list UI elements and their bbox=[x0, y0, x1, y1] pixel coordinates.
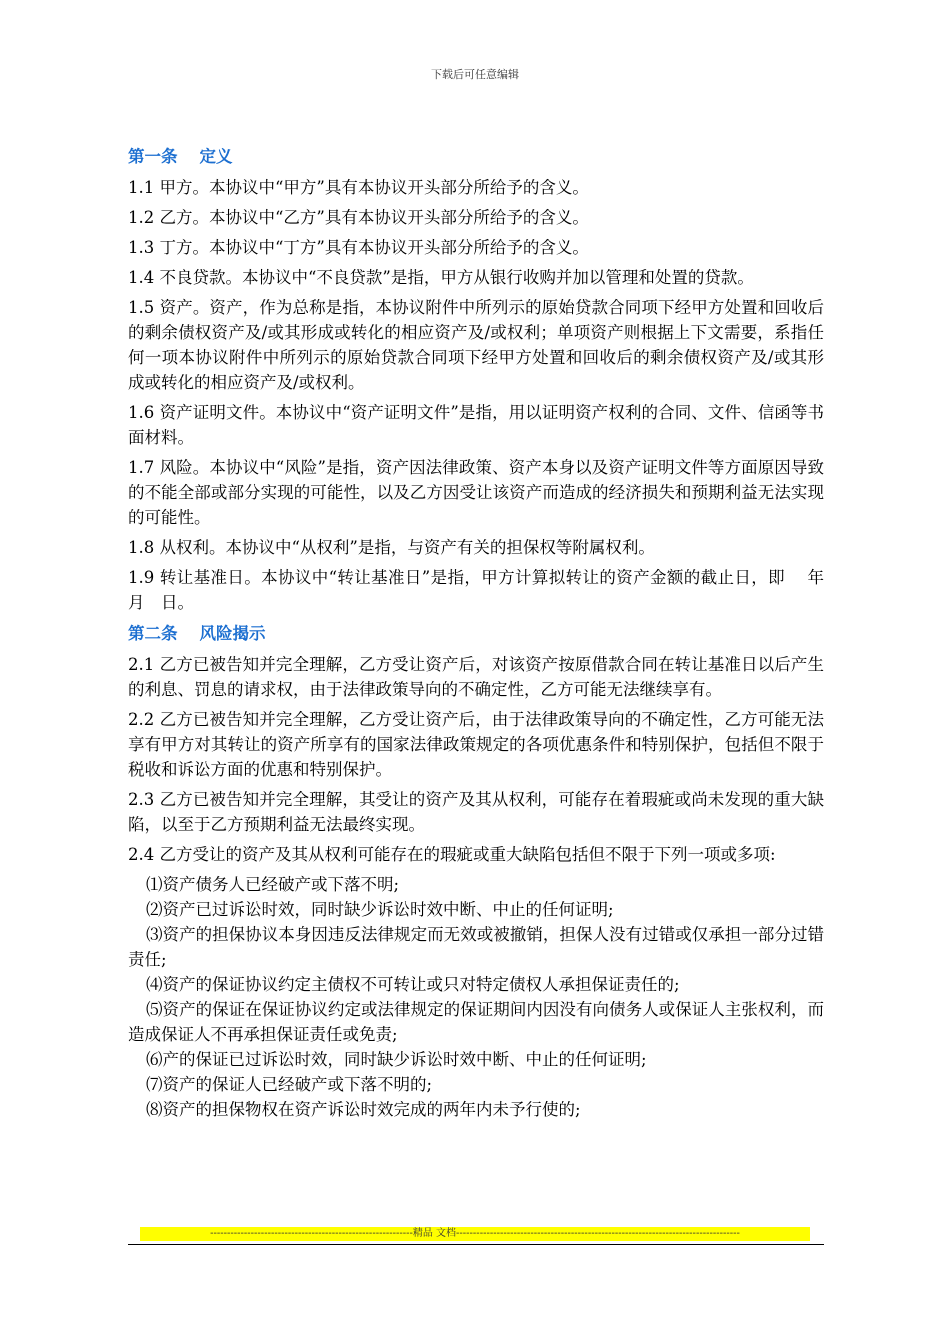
paragraph-1-7: 1.7 风险。本协议中“风险”是指，资产因法律政策、资产本身以及资产证明文件等方面原因导致的不能全部或部分实现的可能性，以及乙方因受让该资产而造成的经济损失和预期利益无法实现的可能性。 bbox=[128, 458, 824, 527]
paragraph-1-4: 1.4 不良贷款。本协议中“不良贷款”是指，甲方从银行收购并加以管理和处置的贷款。 bbox=[128, 268, 754, 287]
list-item: ⑺资产的保证人已经破产或下落不明的; bbox=[146, 1075, 433, 1094]
footer-watermark: ------------------------------------------------------------精品 文档------------------------------------------------------------------------------------ bbox=[140, 1227, 810, 1241]
list-item: ⑵资产已过诉讼时效，同时缺少诉讼时效中断、中止的任何证明; bbox=[146, 900, 614, 919]
section-number: 第一条 bbox=[128, 147, 178, 166]
list-item: ⑷资产的保证协议约定主债权不可转让或只对特定债权人承担保证责任的; bbox=[146, 975, 680, 994]
paragraph-1-5: 1.5 资产。资产，作为总称是指，本协议附件中所列示的原始贷款合同项下经甲方处置和回收后的剩余债权资产及/或其形成或转化的相应资产及/或权利；单项资产则根据上下文需要，系指任何一项本协议附件中所列示的原始贷款合同项下经甲方处置和回收后的剩余债权资产及/或其形成或转化的相应资产及/或权利。 bbox=[128, 298, 824, 392]
paragraph-2-3: 2.3 乙方已被告知并完全理解，其受让的资产及其从权利，可能存在着瑕疵或尚未发现的重大缺陷，以至于乙方预期利益无法最终实现。 bbox=[128, 790, 824, 834]
page-header: 下载后可任意编辑 bbox=[431, 68, 519, 81]
paragraph-2-4: 2.4 乙方受让的资产及其从权利可能存在的瑕疵或重大缺陷包括但不限于下列一项或多项: bbox=[128, 845, 776, 864]
paragraph-1-2: 1.2 乙方。本协议中“乙方”具有本协议开头部分所给予的含义。 bbox=[128, 208, 589, 227]
section-number: 第二条 bbox=[128, 624, 178, 643]
list-item: ⑴资产债务人已经破产或下落不明; bbox=[146, 875, 400, 894]
document-body bbox=[128, 138, 841, 1122]
paragraph-1-1: 1.1 甲方。本协议中“甲方”具有本协议开头部分所给予的含义。 bbox=[128, 178, 589, 197]
section-title: 风险揭示 bbox=[199, 624, 266, 643]
footer-divider bbox=[128, 1244, 824, 1245]
list-item: ⑻资产的担保物权在资产诉讼时效完成的两年内未予行使的; bbox=[146, 1100, 581, 1119]
section-heading-2 bbox=[128, 621, 824, 646]
paragraph-1-6: 1.6 资产证明文件。本协议中“资产证明文件”是指，用以证明资产权利的合同、文件、信函等书面材料。 bbox=[128, 403, 824, 447]
paragraph-2-2: 2.2 乙方已被告知并完全理解，乙方受让资产后，由于法律政策导向的不确定性，乙方可能无法享有甲方对其转让的资产所享有的国家法律政策规定的各项优惠条件和特别保护，包括但不限于税收和诉讼方面的优惠和特别保护。 bbox=[128, 710, 824, 779]
section-title: 定义 bbox=[199, 147, 233, 166]
list-item: ⑶资产的担保协议本身因违反法律规定而无效或被撤销，担保人没有过错或仅承担一部分过错责任; bbox=[128, 925, 824, 969]
paragraph-2-1: 2.1 乙方已被告知并完全理解，乙方受让资产后，对该资产按原借款合同在转让基准日以后产生的利息、罚息的请求权，由于法律政策导向的不确定性，乙方可能无法继续享有。 bbox=[128, 655, 824, 699]
paragraph-1-9: 1.9 转让基准日。本协议中“转让基准日”是指，甲方计算拟转让的资产金额的截止日，即 年 月 日。 bbox=[128, 568, 841, 612]
list-item: ⑸资产的保证在保证协议约定或法律规定的保证期间内因没有向债务人或保证人主张权利，而造成保证人不再承担保证责任或免责; bbox=[128, 1000, 824, 1044]
paragraph-1-8: 1.8 从权利。本协议中“从权利”是指，与资产有关的担保权等附属权利。 bbox=[128, 538, 655, 557]
section-heading-1 bbox=[128, 144, 824, 169]
paragraph-1-3: 1.3 丁方。本协议中“丁方”具有本协议开头部分所给予的含义。 bbox=[128, 238, 589, 257]
list-item: ⑹产的保证已过诉讼时效，同时缺少诉讼时效中断、中止的任何证明; bbox=[146, 1050, 647, 1069]
